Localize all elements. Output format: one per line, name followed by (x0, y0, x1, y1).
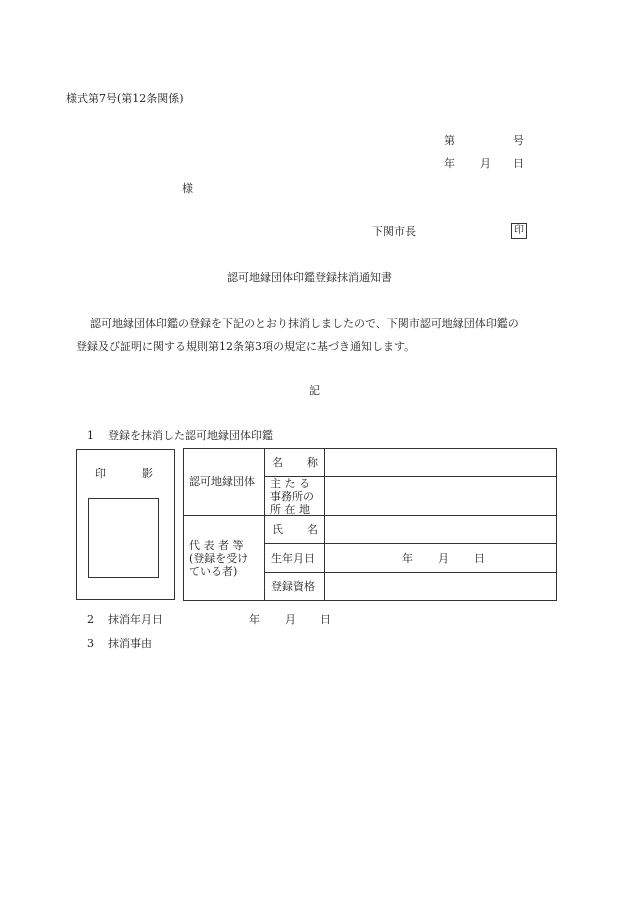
cancel-year: 年 (249, 613, 260, 626)
doc-number-suffix: 号 (513, 134, 524, 147)
section-1-label: 登録を抹消した認可地縁団体印鑑 (108, 429, 273, 442)
group-label-representative-2: (登録を受け (189, 552, 249, 565)
row-label-birth-date: 生年月日 (271, 552, 315, 565)
issuer-name: 下関市長 (372, 225, 416, 238)
section-1-number: 1 (87, 429, 94, 442)
birth-day: 日 (474, 552, 485, 565)
group-label-representative-3: ている者) (189, 565, 238, 578)
section-3-label: 抹消事由 (108, 637, 152, 650)
seal-mark: 印 (511, 223, 527, 239)
doc-number-prefix: 第 (444, 134, 455, 147)
section-3-number: 3 (87, 637, 94, 650)
document-title: 認可地縁団体印鑑登録抹消通知書 (227, 271, 392, 284)
body-line-1: 認可地縁団体印鑑の登録を下記のとおり抹消しましたので、下関市認可地縁団体印鑑の (90, 317, 519, 330)
row-label-address-3: 所 在 地 (270, 503, 310, 516)
row-label-rep-name: 氏 名 (272, 523, 318, 536)
birth-year: 年 (402, 552, 413, 565)
seal-impression-area (88, 498, 159, 578)
section-2-label: 抹消年月日 (108, 613, 163, 626)
section-2-number: 2 (87, 613, 94, 626)
date-year: 年 (444, 157, 455, 170)
ki-heading: 記 (309, 384, 320, 397)
form-number: 様式第7号(第12条関係) (66, 92, 184, 105)
group-label-representative-1: 代 表 者 等 (189, 539, 244, 552)
body-line-2: 登録及び証明に関する規則第12条第3項の規定に基づき通知します。 (76, 340, 416, 353)
row-label-address-1: 主 た る (270, 477, 310, 490)
row-label-qualification: 登録資格 (271, 580, 315, 593)
row-label-name: 名 称 (272, 456, 318, 469)
date-day: 日 (513, 157, 524, 170)
seal-box-label-1: 印 (95, 467, 106, 480)
cancel-day: 日 (320, 613, 331, 626)
group-label-organization: 認可地縁団体 (189, 475, 255, 488)
registration-table (183, 448, 557, 601)
date-month: 月 (480, 157, 491, 170)
birth-month: 月 (438, 552, 449, 565)
addressee-honorific: 様 (182, 182, 193, 195)
cancel-month: 月 (285, 613, 296, 626)
row-label-address-2: 事務所の (270, 490, 314, 503)
seal-box-label-2: 影 (142, 467, 153, 480)
